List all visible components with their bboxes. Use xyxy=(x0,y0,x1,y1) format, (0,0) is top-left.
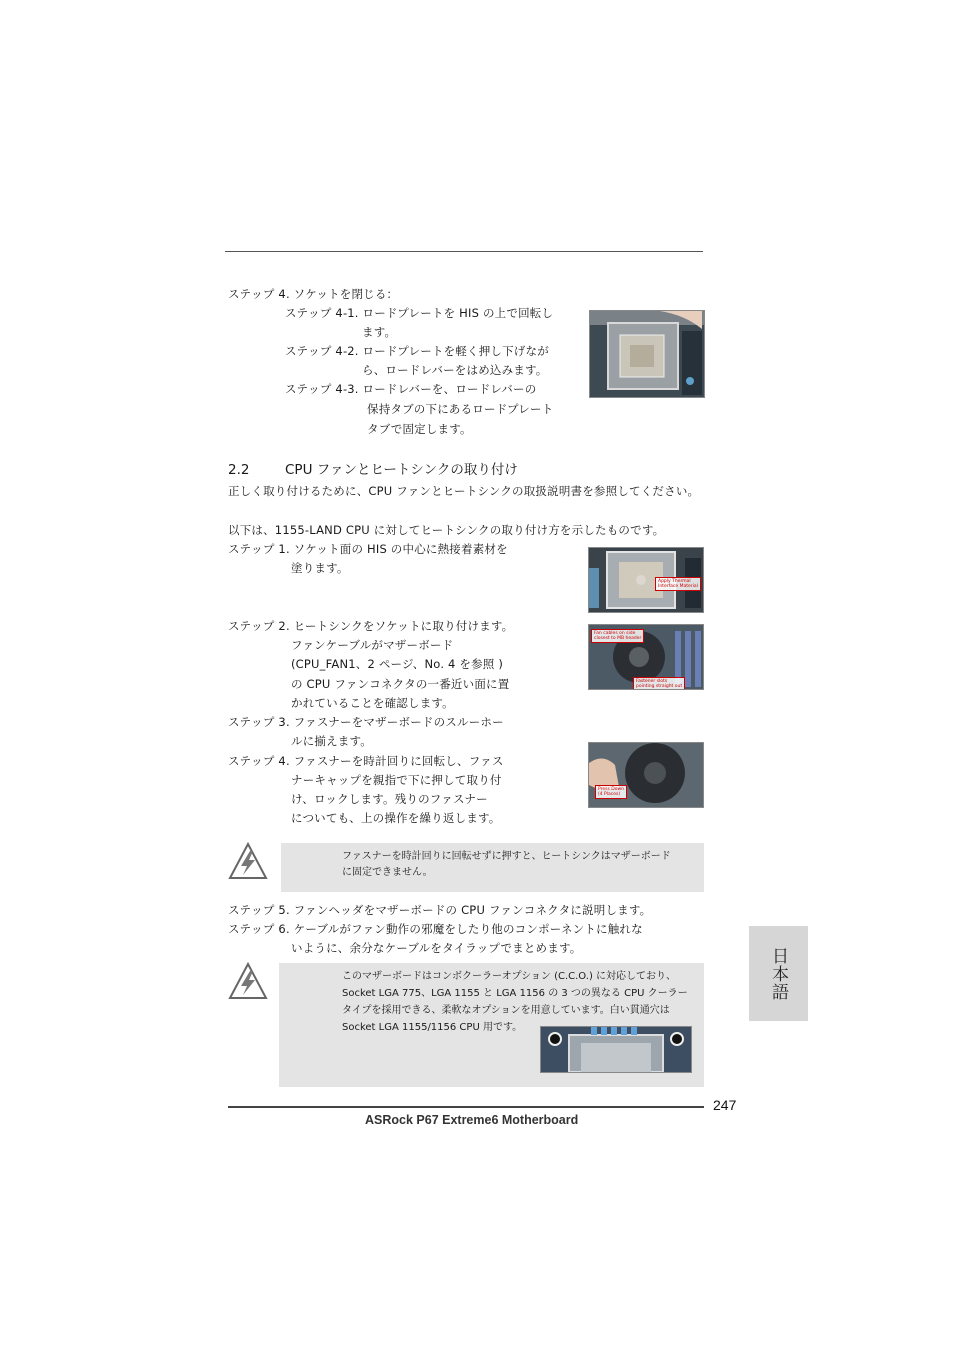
language-tab xyxy=(749,926,808,1021)
step4-2-cont: ら、ロードレバーをはめ込みます。 xyxy=(362,363,548,377)
step6-line: ステップ 6. ケーブルがファン動作の邪魔をしたり他のコンポーネントに触れな xyxy=(228,922,643,936)
press-caption-line2: (4 Places) xyxy=(598,792,621,797)
page-number: 247 xyxy=(713,1097,737,1113)
warning-icon xyxy=(228,962,268,1000)
press-down-photo xyxy=(588,742,704,808)
step4-cont2: け、ロックします。残りのファスナー xyxy=(291,792,488,806)
cco-board-illustration xyxy=(541,1027,691,1072)
fan-cable-caption-line1: Fan cables on side xyxy=(594,631,636,636)
thermal-paste-photo xyxy=(588,547,704,613)
step2-line: ステップ 2. ヒートシンクをソケットに取り付けます。 xyxy=(228,619,514,633)
step2-cont3: の CPU ファンコネクタの一番近い面に置 xyxy=(291,677,510,691)
section-number: 2.2 xyxy=(228,462,250,478)
warning2-line3: タイプを採用できる、柔軟なオプションを用意しています。白い貫通穴は xyxy=(342,1005,670,1016)
thermal-caption-line2: Interface Material xyxy=(658,584,698,589)
step4-1-cont: ます。 xyxy=(362,325,397,339)
step4-line: ステップ 4. ファスナーを時計回りに回転し、ファス xyxy=(228,754,504,768)
step4-2-line: ステップ 4-2. ロードプレートを軽く押し下げなが xyxy=(285,344,549,358)
step4-3-cont2: タブで固定します。 xyxy=(367,422,472,436)
press-caption-line1: Press Down xyxy=(598,787,625,792)
warning-box-2 xyxy=(279,963,704,1087)
warning2-line4: Socket LGA 1155/1156 CPU 用です。 xyxy=(342,1022,523,1033)
bottom-rule xyxy=(228,1106,704,1108)
socket-close-photo xyxy=(589,310,705,398)
step4-3-line: ステップ 4-3. ロードレバーを、ロードレバーの xyxy=(285,382,537,396)
footer-title: ASRock P67 Extreme6 Motherboard xyxy=(365,1113,579,1127)
step3-line: ステップ 3. ファスナーをマザーボードのスルーホー xyxy=(228,715,504,729)
step2-cont1: ファンケーブルがマザーボード xyxy=(291,638,454,652)
step1-cont: 塗ります。 xyxy=(291,561,349,575)
step4-1-line: ステップ 4-1. ロードプレートを HIS の上で回転し xyxy=(285,306,554,320)
step6-cont: いように、余分なケーブルをタイラップでまとめます。 xyxy=(291,941,582,955)
section-intro: 正しく取り付けるために、CPU ファンとヒートシンクの取扱説明書を参照してください。 xyxy=(228,484,700,498)
language-tab-label: 日本語 xyxy=(768,946,788,1001)
socket-close-illustration xyxy=(590,311,704,397)
step2-cont2: (CPU_FAN1、2 ページ、No. 4 を参照 ) xyxy=(291,657,504,671)
step3-cont: ルに揃えます。 xyxy=(291,734,372,748)
step4-cont1: ナーキャップを親指で下に押して取り付 xyxy=(291,773,502,787)
fastener-caption-line2: pointing straight out xyxy=(636,684,683,689)
heatsink-install-photo xyxy=(588,624,704,690)
step5-line: ステップ 5. ファンヘッダをマザーボードの CPU ファンコネクタに説明します。 xyxy=(228,903,652,917)
thermal-caption-line1: Apply Thermal xyxy=(658,579,691,584)
step4-close-title: ステップ 4. ソケットを閉じる： xyxy=(228,287,399,301)
section-intro2: 以下は、1155-LAND CPU に対してヒートシンクの取り付け方を示したものです。 xyxy=(228,523,665,537)
fastener-caption-line1: Fastener slots xyxy=(636,679,668,684)
step2-cont4: かれていることを確認します。 xyxy=(291,696,454,710)
warning1-line2: に固定できません。 xyxy=(342,867,433,878)
warning2-line2: Socket LGA 775、LGA 1155 と LGA 1156 の 3 つの異なる CPU クーラー xyxy=(342,988,688,999)
top-rule xyxy=(225,251,703,252)
cco-board-photo xyxy=(540,1026,692,1073)
section-title: CPU ファンとヒートシンクの取り付け xyxy=(285,462,518,478)
fan-cable-caption-line2: closest to MB header xyxy=(594,636,642,641)
warning1-line1: ファスナーを時計回りに回転せずに押すと、ヒートシンクはマザーボード xyxy=(342,851,671,862)
warning-icon xyxy=(228,842,268,880)
step4-cont3: についても、上の操作を繰り返します。 xyxy=(291,811,501,825)
step4-3-cont1: 保持タブの下にあるロードプレート xyxy=(367,402,554,416)
step1-line: ステップ 1. ソケット面の HIS の中心に熱接着素材を xyxy=(228,542,508,556)
warning-box-1 xyxy=(281,843,704,892)
warning2-line1: このマザーボードはコンボクーラーオプション (C.C.O.) に対応しており、 xyxy=(342,971,677,982)
